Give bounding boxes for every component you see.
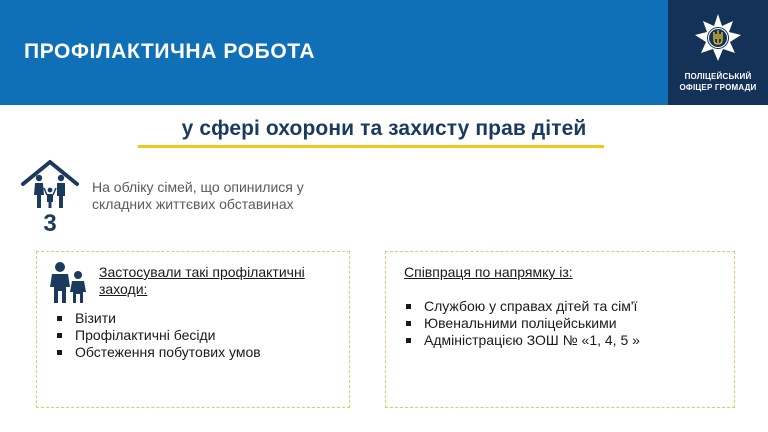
badge-label-line1: ПОЛІЦЕЙСЬКИЙ	[684, 72, 752, 81]
badge-label-line2: ОФІЦЕР ГРОМАДИ	[679, 83, 757, 92]
police-badge	[668, 0, 768, 105]
cooperation-box	[385, 251, 735, 408]
header-bar	[0, 0, 768, 105]
family-description: На обліку сімей, що опинилися у складних життєвих обставинах	[92, 179, 304, 212]
measures-heading: Застосували такі профілактичні заходи:	[99, 264, 305, 297]
list-item	[406, 315, 640, 332]
bullet-icon	[57, 350, 62, 355]
page-title: ПРОФІЛАКТИЧНА РОБОТА	[24, 40, 316, 63]
bullet-icon	[406, 304, 411, 309]
subtitle-underline	[138, 145, 604, 148]
bullet-icon	[406, 338, 411, 343]
list-item	[57, 310, 261, 327]
list-item-text: Службою у справах дітей та сім'ї	[424, 298, 638, 314]
section-subtitle: у сфері охорони та захисту прав дітей	[181, 117, 587, 140]
bullet-icon	[406, 321, 411, 326]
list-item-text: Адміністрацією ЗОШ № «1, 4, 5 »	[424, 332, 640, 348]
bullet-icon	[57, 316, 62, 321]
list-item-text: Профілактичні бесіди	[75, 327, 216, 343]
badge-label	[668, 71, 768, 93]
cooperation-list	[406, 298, 640, 349]
family-count: 3	[43, 210, 57, 237]
list-item-text: Ювенальними поліцейськими	[424, 315, 617, 331]
list-item	[57, 344, 261, 361]
children-icon	[45, 259, 91, 305]
list-item	[406, 298, 640, 315]
measures-list	[57, 310, 261, 361]
bullet-icon	[57, 333, 62, 338]
list-item-text: Обстеження побутових умов	[75, 344, 261, 360]
list-item-text: Візити	[75, 310, 116, 326]
list-item	[406, 332, 640, 349]
list-item	[57, 327, 261, 344]
family-house-icon	[20, 158, 80, 214]
preventive-measures-box	[36, 251, 350, 408]
police-star-icon	[693, 13, 743, 63]
cooperation-heading: Співпраця по напрямку із:	[404, 264, 573, 280]
